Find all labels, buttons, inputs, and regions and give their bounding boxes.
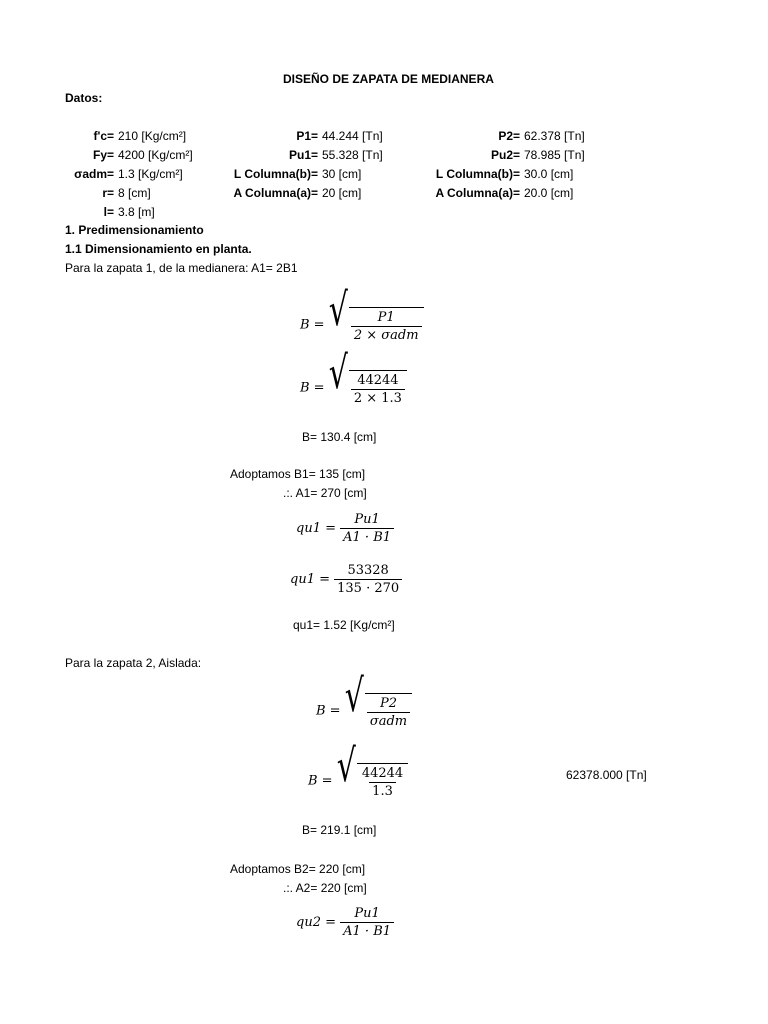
eq3-num: Pu1 [354, 512, 380, 527]
equation-b-numeric [300, 347, 407, 406]
p2-label: P2= [498, 129, 520, 143]
eq6-num: 44244 [361, 766, 404, 781]
fc-label: f'c= [93, 129, 114, 143]
p1-label: P1= [296, 129, 318, 143]
p1-value: 44.244 [Tn] [322, 129, 383, 143]
adopt-b2: Adoptamos B2= 220 [cm] [230, 862, 366, 876]
sadm-value: 1.3 [Kg/cm²] [118, 167, 183, 181]
eq5-lhs: B = [316, 703, 341, 719]
qu1-result: qu1= 1.52 [Kg/cm²] [293, 618, 395, 632]
equation-b2-formula [316, 670, 412, 729]
equation-b-formula [300, 284, 424, 343]
pu2-value: 78.985 [Tn] [524, 148, 585, 162]
side-value: 62378.000 [Tn] [566, 768, 647, 782]
eq4-den: 135 · 270 [334, 579, 402, 596]
pu2-label: Pu2= [490, 148, 520, 162]
section-heading-planta: 1.1 Dimensionamiento en planta. [65, 242, 252, 256]
acol2-label: A Columna(a)= [435, 186, 520, 200]
eq6-lhs: B = [308, 773, 333, 789]
b2-result: B= 219.1 [cm] [302, 823, 377, 837]
a2-result: .:. A2= 220 [cm] [283, 881, 367, 895]
eq5-num: P2 [379, 696, 397, 711]
l-value: 3.8 [m] [118, 205, 155, 219]
lcol2-label: L Columna(b)= [435, 167, 520, 181]
equation-b2-numeric [308, 740, 408, 799]
r-value: 8 [cm] [118, 186, 151, 200]
pu1-label: Pu1= [288, 148, 318, 162]
eq3-lhs: qu1 = [296, 521, 336, 536]
p2-value: 62.378 [Tn] [524, 129, 585, 143]
eq3-den: A1 · B1 [340, 528, 394, 545]
sqrt-symbol: √ $\frac{P1}{\text{2 × σadm}}$ [329, 307, 424, 343]
datos-label: Datos: [65, 91, 103, 105]
equation-qu2-formula [296, 906, 394, 939]
acol2-value: 20.0 [cm] [524, 186, 574, 200]
eq7-den: A1 · B1 [340, 922, 394, 939]
sqrt-symbol: √ $\frac{P2}{\text{σadm}}$ [345, 693, 412, 729]
acol1-label: A Columna(a)= [233, 186, 318, 200]
equation-qu1-numeric [290, 563, 402, 596]
eq1-num: P1 [377, 310, 395, 325]
equation-qu1-formula [296, 512, 394, 545]
sadm-label: σadm= [74, 167, 114, 181]
sqrt-symbol: √ $\frac{44244}{2 \times 1.3}$ [329, 370, 407, 406]
eq2-num: 44244 [357, 373, 399, 388]
eq6-den: 1.3 [369, 782, 396, 799]
fy-value: 4200 [Kg/cm²] [118, 148, 193, 162]
section-heading-predim: 1. Predimensionamiento [65, 223, 204, 237]
eq7-lhs: qu2 = [296, 915, 336, 930]
lcol1-label: L Columna(b)= [233, 167, 318, 181]
eq4-lhs: qu1 = [290, 572, 330, 587]
pu1-value: 55.328 [Tn] [322, 148, 383, 162]
zapata2-intro: Para la zapata 2, Aislada: [65, 656, 202, 670]
l-label: l= [103, 205, 114, 219]
lcol1-value: 30 [cm] [322, 167, 362, 181]
eq2-lhs: B = [300, 380, 325, 396]
r-label: r= [102, 186, 114, 200]
zapata1-intro: Para la zapata 1, de la medianera: A1= 2B1 [65, 261, 298, 275]
eq1-lhs: B = [300, 317, 325, 333]
lcol2-value: 30.0 [cm] [524, 167, 574, 181]
sqrt-symbol: √ $\frac{44244}{1.3}$ [337, 763, 408, 799]
b1-result: B= 130.4 [cm] [302, 430, 377, 444]
page-title: DISEÑO DE ZAPATA DE MEDIANERA [283, 72, 494, 86]
eq5-den: σadm [367, 712, 410, 729]
eq2-den: 2 × 1.3 [351, 389, 405, 406]
eq1-den: 2 × σadm [351, 326, 422, 343]
eq7-num: Pu1 [354, 906, 380, 921]
acol1-value: 20 [cm] [322, 186, 362, 200]
eq4-num: 53328 [347, 563, 389, 578]
fy-label: Fy= [92, 148, 114, 162]
a1-result: .:. A1= 270 [cm] [283, 486, 367, 500]
fc-value: 210 [Kg/cm²] [118, 129, 187, 143]
adopt-b1: Adoptamos B1= 135 [cm] [230, 467, 366, 481]
